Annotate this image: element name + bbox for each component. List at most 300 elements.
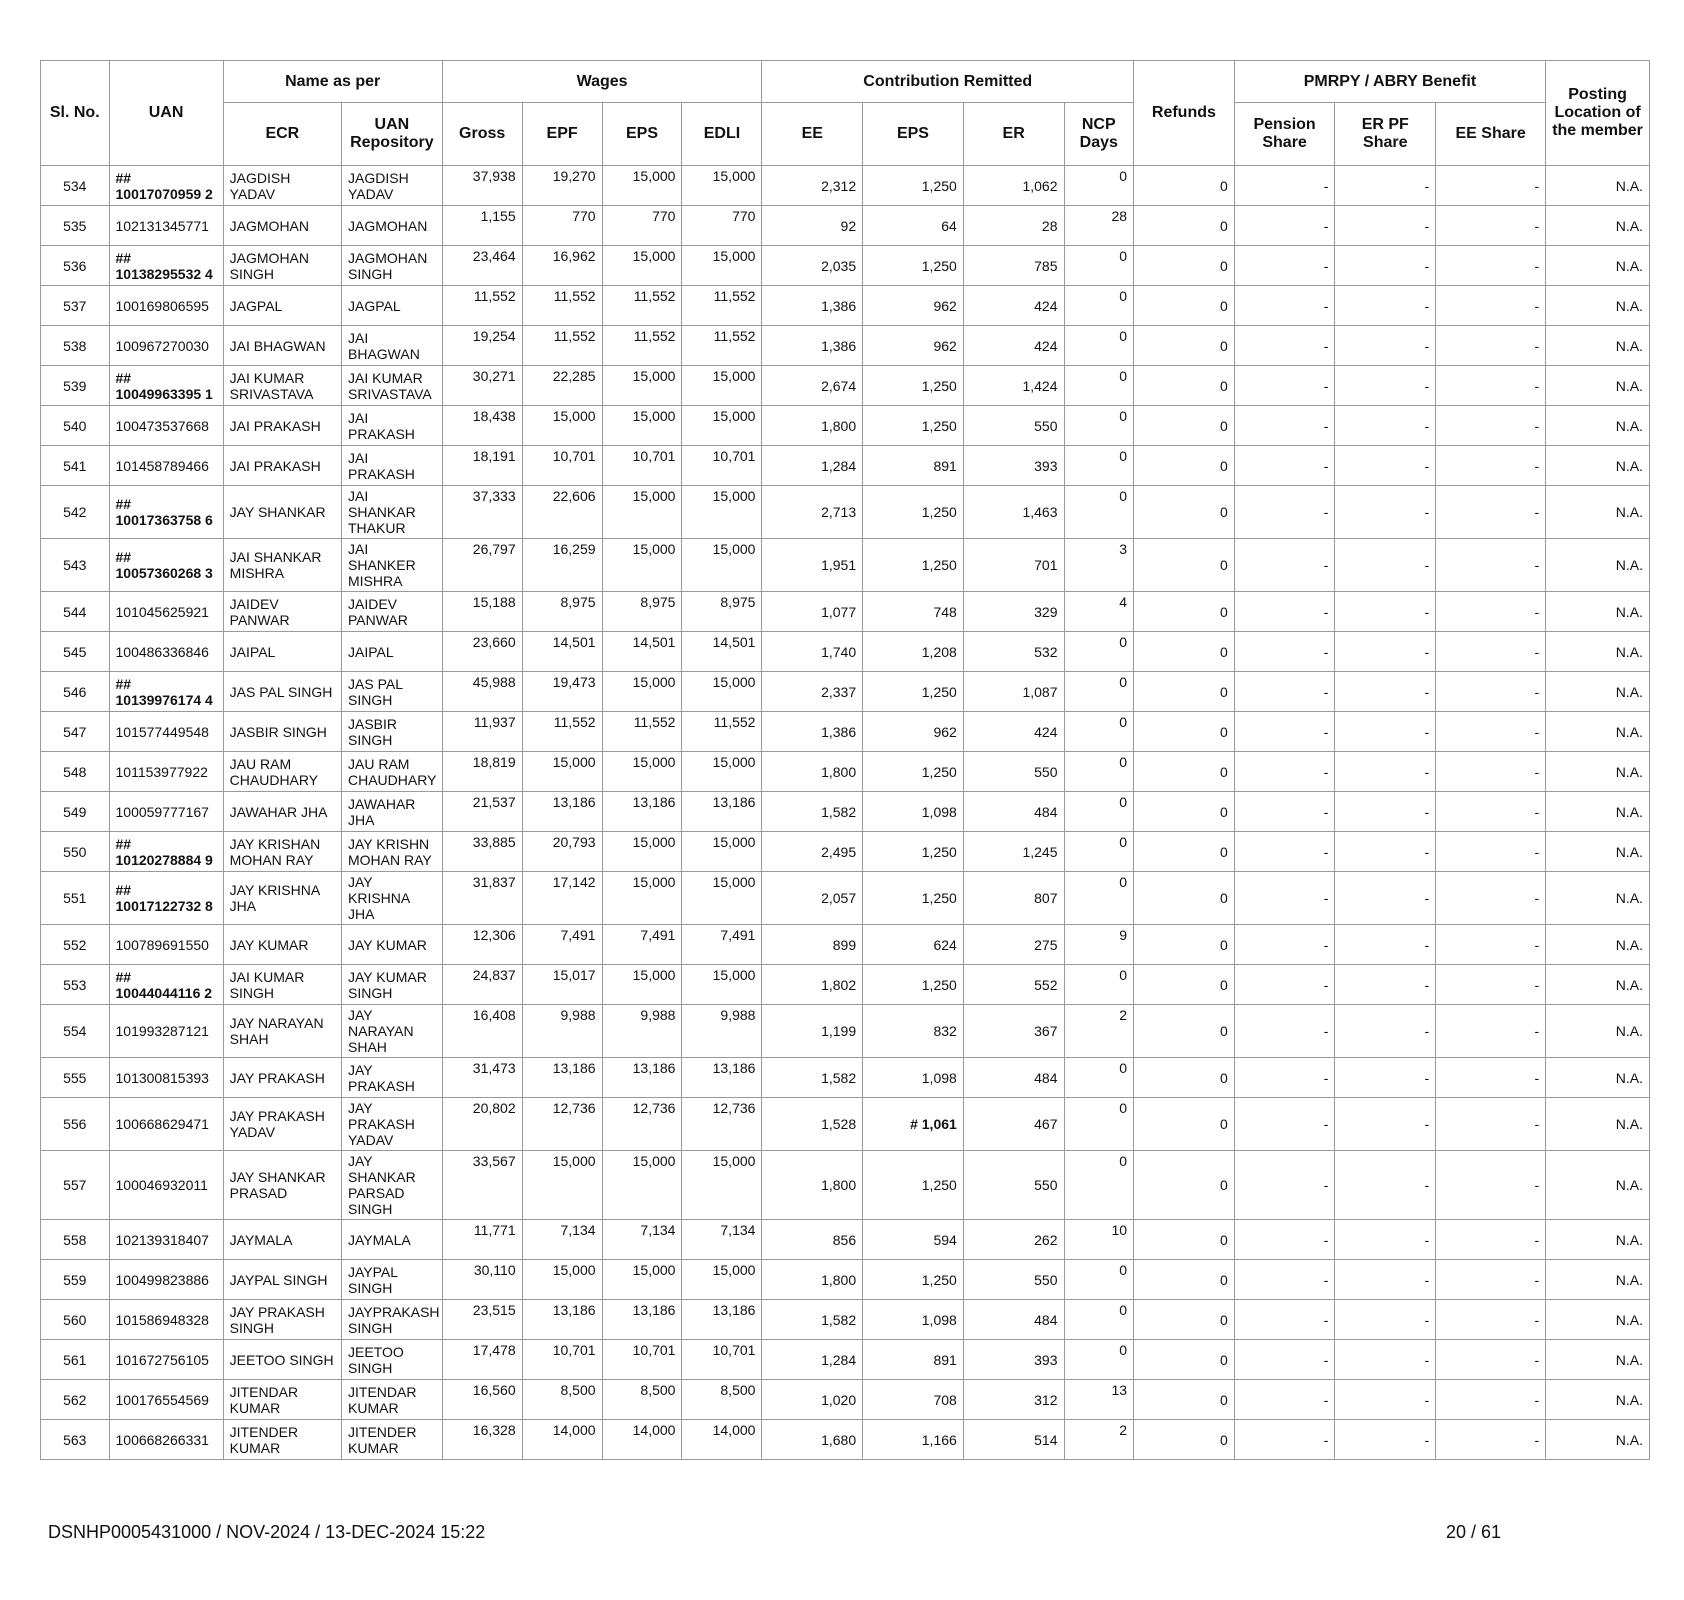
cell-posting-location: N.A. (1546, 366, 1650, 406)
cell-refunds: 0 (1134, 592, 1235, 632)
table-row (41, 1300, 1650, 1340)
cell-gross: 33,567 (442, 1151, 522, 1220)
col-posting-location: Posting Location of the member (1546, 61, 1650, 166)
cell-gross: 31,837 (442, 872, 522, 925)
cell-er: 484 (963, 792, 1064, 832)
cell-ncp-days: 2 (1064, 1005, 1134, 1058)
group-pmrpy-abry: PMRPY / ABRY Benefit (1234, 61, 1545, 103)
cell-wages-eps: 15,000 (602, 832, 682, 872)
cell-ee: 1,951 (762, 539, 863, 592)
cell-wages-eps: 15,000 (602, 539, 682, 592)
cell-wages-epf: 15,000 (522, 1151, 602, 1220)
cell-uan-repository-name: JAYPAL SINGH (342, 1260, 443, 1300)
cell-pension-share: - (1234, 925, 1335, 965)
cell-posting-location: N.A. (1546, 206, 1650, 246)
cell-sl-no: 556 (41, 1098, 110, 1151)
cell-gross: 23,660 (442, 632, 522, 672)
cell-pension-share: - (1234, 1260, 1335, 1300)
cell-uan: ## 10017122732 8 (109, 872, 223, 925)
cell-wages-epf: 11,552 (522, 286, 602, 326)
cell-uan-repository-name: JAGMOHAN SINGH (342, 246, 443, 286)
cell-uan-repository-name: JAI SHANKAR THAKUR (342, 486, 443, 539)
cell-contribution-eps: 891 (863, 1340, 964, 1380)
cell-refunds: 0 (1134, 872, 1235, 925)
cell-er: 393 (963, 446, 1064, 486)
cell-posting-location: N.A. (1546, 1058, 1650, 1098)
cell-edli: 13,186 (682, 1058, 762, 1098)
cell-ncp-days: 0 (1064, 672, 1134, 712)
cell-er-pf-share: - (1335, 592, 1436, 632)
table-row (41, 632, 1650, 672)
cell-contribution-eps: 1,098 (863, 1058, 964, 1098)
cell-ncp-days: 0 (1064, 632, 1134, 672)
cell-edli: 14,501 (682, 632, 762, 672)
cell-wages-epf: 15,000 (522, 1260, 602, 1300)
cell-uan: 100046932011 (109, 1151, 223, 1220)
cell-gross: 31,473 (442, 1058, 522, 1098)
cell-ee-share: - (1436, 872, 1546, 925)
cell-uan-repository-name: JAGDISH YADAV (342, 166, 443, 206)
col-pension-share: Pension Share (1234, 103, 1335, 166)
cell-er-pf-share: - (1335, 925, 1436, 965)
cell-wages-epf: 11,552 (522, 326, 602, 366)
cell-uan: 100176554569 (109, 1380, 223, 1420)
cell-edli: 15,000 (682, 872, 762, 925)
cell-er: 550 (963, 406, 1064, 446)
cell-refunds: 0 (1134, 1260, 1235, 1300)
cell-contribution-eps: 1,250 (863, 166, 964, 206)
cell-contribution-eps: 748 (863, 592, 964, 632)
cell-sl-no: 561 (41, 1340, 110, 1380)
cell-contribution-eps: 64 (863, 206, 964, 246)
cell-ecr-name: JAGMOHAN SINGH (223, 246, 341, 286)
cell-ee: 2,035 (762, 246, 863, 286)
cell-uan-repository-name: JAIDEV PANWAR (342, 592, 443, 632)
cell-ecr-name: JAY SHANKAR PRASAD (223, 1151, 341, 1220)
cell-refunds: 0 (1134, 965, 1235, 1005)
cell-ecr-name: JAI KUMAR SINGH (223, 965, 341, 1005)
cell-pension-share: - (1234, 1151, 1335, 1220)
cell-ncp-days: 28 (1064, 206, 1134, 246)
cell-refunds: 0 (1134, 446, 1235, 486)
cell-posting-location: N.A. (1546, 246, 1650, 286)
cell-ncp-days: 0 (1064, 832, 1134, 872)
cell-er-pf-share: - (1335, 1380, 1436, 1420)
cell-wages-eps: 8,975 (602, 592, 682, 632)
cell-edli: 15,000 (682, 166, 762, 206)
cell-uan-repository-name: JAGPAL (342, 286, 443, 326)
cell-ecr-name: JAWAHAR JHA (223, 792, 341, 832)
cell-contribution-eps: 1,250 (863, 752, 964, 792)
cell-posting-location: N.A. (1546, 486, 1650, 539)
cell-posting-location: N.A. (1546, 286, 1650, 326)
cell-edli: 15,000 (682, 366, 762, 406)
cell-ncp-days: 0 (1064, 1260, 1134, 1300)
cell-gross: 1,155 (442, 206, 522, 246)
cell-posting-location: N.A. (1546, 592, 1650, 632)
cell-contribution-eps: 1,250 (863, 246, 964, 286)
cell-refunds: 0 (1134, 632, 1235, 672)
cell-posting-location: N.A. (1546, 672, 1650, 712)
cell-pension-share: - (1234, 1300, 1335, 1340)
cell-edli: 13,186 (682, 792, 762, 832)
cell-ee: 2,057 (762, 872, 863, 925)
cell-ecr-name: JAY NARAYAN SHAH (223, 1005, 341, 1058)
cell-uan-repository-name: JAY KRISHNA JHA (342, 872, 443, 925)
cell-contribution-eps: 891 (863, 446, 964, 486)
cell-er-pf-share: - (1335, 792, 1436, 832)
cell-posting-location: N.A. (1546, 1151, 1650, 1220)
cell-wages-eps: 7,491 (602, 925, 682, 965)
cell-pension-share: - (1234, 965, 1335, 1005)
cell-er: 329 (963, 592, 1064, 632)
cell-uan: 100967270030 (109, 326, 223, 366)
cell-posting-location: N.A. (1546, 872, 1650, 925)
cell-contribution-eps: 962 (863, 326, 964, 366)
cell-ee-share: - (1436, 1340, 1546, 1380)
cell-contribution-eps: 1,250 (863, 832, 964, 872)
cell-uan-repository-name: JAGMOHAN (342, 206, 443, 246)
cell-er-pf-share: - (1335, 752, 1436, 792)
table-row (41, 672, 1650, 712)
cell-ee-share: - (1436, 632, 1546, 672)
cell-er-pf-share: - (1335, 286, 1436, 326)
cell-er-pf-share: - (1335, 326, 1436, 366)
cell-er: 367 (963, 1005, 1064, 1058)
cell-er: 1,463 (963, 486, 1064, 539)
cell-posting-location: N.A. (1546, 632, 1650, 672)
cell-refunds: 0 (1134, 486, 1235, 539)
cell-ee: 92 (762, 206, 863, 246)
cell-er-pf-share: - (1335, 446, 1436, 486)
cell-uan-repository-name: JAU RAM CHAUDHARY (342, 752, 443, 792)
cell-uan-repository-name: JAY NARAYAN SHAH (342, 1005, 443, 1058)
cell-ncp-days: 0 (1064, 486, 1134, 539)
cell-ee-share: - (1436, 366, 1546, 406)
cell-refunds: 0 (1134, 1220, 1235, 1260)
cell-ee: 899 (762, 925, 863, 965)
cell-wages-epf: 7,491 (522, 925, 602, 965)
cell-ncp-days: 0 (1064, 1340, 1134, 1380)
cell-er: 312 (963, 1380, 1064, 1420)
col-refunds: Refunds (1134, 61, 1235, 166)
cell-uan: ## 10139976174 4 (109, 672, 223, 712)
cell-er: 28 (963, 206, 1064, 246)
cell-posting-location: N.A. (1546, 1300, 1650, 1340)
cell-uan: 100486336846 (109, 632, 223, 672)
cell-wages-epf: 10,701 (522, 1340, 602, 1380)
cell-ncp-days: 0 (1064, 246, 1134, 286)
cell-er-pf-share: - (1335, 1058, 1436, 1098)
table-row (41, 166, 1650, 206)
cell-contribution-eps: 1,208 (863, 632, 964, 672)
cell-wages-epf: 19,473 (522, 672, 602, 712)
cell-wages-epf: 14,000 (522, 1420, 602, 1460)
cell-ncp-days: 0 (1064, 752, 1134, 792)
cell-edli: 9,988 (682, 1005, 762, 1058)
cell-ee-share: - (1436, 1151, 1546, 1220)
cell-ecr-name: JAI SHANKAR MISHRA (223, 539, 341, 592)
cell-ecr-name: JAY PRAKASH (223, 1058, 341, 1098)
cell-uan: ## 10057360268 3 (109, 539, 223, 592)
cell-ecr-name: JAY KRISHAN MOHAN RAY (223, 832, 341, 872)
cell-sl-no: 537 (41, 286, 110, 326)
cell-posting-location: N.A. (1546, 539, 1650, 592)
cell-ecr-name: JASBIR SINGH (223, 712, 341, 752)
cell-ee-share: - (1436, 752, 1546, 792)
cell-wages-eps: 15,000 (602, 486, 682, 539)
cell-uan: 100499823886 (109, 1260, 223, 1300)
cell-posting-location: N.A. (1546, 1260, 1650, 1300)
cell-ee-share: - (1436, 832, 1546, 872)
cell-sl-no: 534 (41, 166, 110, 206)
cell-pension-share: - (1234, 246, 1335, 286)
cell-refunds: 0 (1134, 246, 1235, 286)
cell-contribution-eps: 1,250 (863, 1260, 964, 1300)
cell-edli: 7,491 (682, 925, 762, 965)
cell-contribution-eps: 962 (863, 712, 964, 752)
cell-ncp-days: 0 (1064, 792, 1134, 832)
cell-wages-epf: 7,134 (522, 1220, 602, 1260)
group-contribution-remitted: Contribution Remitted (762, 61, 1134, 103)
cell-ee-share: - (1436, 166, 1546, 206)
cell-sl-no: 563 (41, 1420, 110, 1460)
cell-ee: 1,199 (762, 1005, 863, 1058)
cell-refunds: 0 (1134, 1151, 1235, 1220)
col-er: ER (963, 103, 1064, 166)
cell-pension-share: - (1234, 872, 1335, 925)
cell-ee: 1,386 (762, 286, 863, 326)
cell-uan-repository-name: JAI KUMAR SRIVASTAVA (342, 366, 443, 406)
cell-edli: 15,000 (682, 965, 762, 1005)
table-row (41, 246, 1650, 286)
table-row (41, 1058, 1650, 1098)
cell-ee: 1,582 (762, 1058, 863, 1098)
cell-sl-no: 541 (41, 446, 110, 486)
table-row (41, 486, 1650, 539)
cell-er-pf-share: - (1335, 1420, 1436, 1460)
cell-wages-eps: 11,552 (602, 712, 682, 752)
cell-ee-share: - (1436, 925, 1546, 965)
table-row (41, 712, 1650, 752)
table-row (41, 1260, 1650, 1300)
cell-er-pf-share: - (1335, 1260, 1436, 1300)
cell-sl-no: 547 (41, 712, 110, 752)
cell-pension-share: - (1234, 832, 1335, 872)
footer-document-reference: DSNHP0005431000 / NOV-2024 / 13-DEC-2024 15:22 (48, 1522, 486, 1542)
cell-uan: 101153977922 (109, 752, 223, 792)
cell-ecr-name: JAY SHANKAR (223, 486, 341, 539)
cell-wages-eps: 770 (602, 206, 682, 246)
cell-edli: 8,975 (682, 592, 762, 632)
cell-pension-share: - (1234, 286, 1335, 326)
cell-ee-share: - (1436, 1098, 1546, 1151)
cell-posting-location: N.A. (1546, 1220, 1650, 1260)
cell-ecr-name: JAS PAL SINGH (223, 672, 341, 712)
cell-ecr-name: JAYMALA (223, 1220, 341, 1260)
cell-refunds: 0 (1134, 1058, 1235, 1098)
cell-sl-no: 535 (41, 206, 110, 246)
cell-uan: ## 10044044116 2 (109, 965, 223, 1005)
cell-ee: 856 (762, 1220, 863, 1260)
cell-pension-share: - (1234, 1005, 1335, 1058)
cell-ee-share: - (1436, 592, 1546, 632)
cell-uan: 101993287121 (109, 1005, 223, 1058)
cell-ee: 2,713 (762, 486, 863, 539)
cell-gross: 21,537 (442, 792, 522, 832)
cell-ncp-days: 3 (1064, 539, 1134, 592)
cell-posting-location: N.A. (1546, 1420, 1650, 1460)
cell-uan: 100668629471 (109, 1098, 223, 1151)
cell-wages-epf: 17,142 (522, 872, 602, 925)
col-contribution-eps: EPS (863, 103, 964, 166)
cell-edli: 15,000 (682, 539, 762, 592)
cell-ee: 1,386 (762, 326, 863, 366)
cell-ecr-name: JAI KUMAR SRIVASTAVA (223, 366, 341, 406)
cell-gross: 23,515 (442, 1300, 522, 1340)
cell-wages-epf: 9,988 (522, 1005, 602, 1058)
cell-pension-share: - (1234, 1220, 1335, 1260)
col-ee-share: EE Share (1436, 103, 1546, 166)
cell-wages-eps: 7,134 (602, 1220, 682, 1260)
cell-ncp-days: 10 (1064, 1220, 1134, 1260)
cell-ee-share: - (1436, 1260, 1546, 1300)
cell-ee-share: - (1436, 1420, 1546, 1460)
cell-ncp-days: 13 (1064, 1380, 1134, 1420)
col-sl-no: Sl. No. (41, 61, 110, 166)
cell-edli: 7,134 (682, 1220, 762, 1260)
cell-ecr-name: JAY PRAKASH SINGH (223, 1300, 341, 1340)
cell-contribution-eps: 1,250 (863, 965, 964, 1005)
cell-ee-share: - (1436, 1005, 1546, 1058)
cell-uan: 101458789466 (109, 446, 223, 486)
cell-edli: 14,000 (682, 1420, 762, 1460)
cell-er: 262 (963, 1220, 1064, 1260)
cell-wages-epf: 15,017 (522, 965, 602, 1005)
cell-contribution-eps: 962 (863, 286, 964, 326)
cell-wages-eps: 13,186 (602, 792, 682, 832)
cell-contribution-eps: 832 (863, 1005, 964, 1058)
cell-uan: 100473537668 (109, 406, 223, 446)
cell-pension-share: - (1234, 539, 1335, 592)
cell-er-pf-share: - (1335, 1005, 1436, 1058)
cell-sl-no: 555 (41, 1058, 110, 1098)
table-row (41, 1151, 1650, 1220)
cell-er-pf-share: - (1335, 486, 1436, 539)
cell-sl-no: 539 (41, 366, 110, 406)
cell-ncp-days: 0 (1064, 1151, 1134, 1220)
cell-wages-eps: 13,186 (602, 1300, 682, 1340)
cell-gross: 30,271 (442, 366, 522, 406)
cell-sl-no: 562 (41, 1380, 110, 1420)
cell-sl-no: 542 (41, 486, 110, 539)
cell-pension-share: - (1234, 206, 1335, 246)
cell-sl-no: 554 (41, 1005, 110, 1058)
cell-er: 424 (963, 712, 1064, 752)
cell-sl-no: 540 (41, 406, 110, 446)
cell-pension-share: - (1234, 1058, 1335, 1098)
cell-sl-no: 545 (41, 632, 110, 672)
cell-er: 550 (963, 1151, 1064, 1220)
cell-gross: 11,937 (442, 712, 522, 752)
cell-edli: 11,552 (682, 326, 762, 366)
cell-ee-share: - (1436, 1220, 1546, 1260)
cell-contribution-eps: 594 (863, 1220, 964, 1260)
cell-edli: 12,736 (682, 1098, 762, 1151)
cell-wages-eps: 14,501 (602, 632, 682, 672)
cell-uan: 101300815393 (109, 1058, 223, 1098)
cell-ecr-name: JEETOO SINGH (223, 1340, 341, 1380)
cell-gross: 23,464 (442, 246, 522, 286)
cell-gross: 18,819 (442, 752, 522, 792)
cell-refunds: 0 (1134, 406, 1235, 446)
cell-sl-no: 553 (41, 965, 110, 1005)
cell-uan-repository-name: JAY KUMAR (342, 925, 443, 965)
cell-gross: 30,110 (442, 1260, 522, 1300)
cell-wages-eps: 10,701 (602, 446, 682, 486)
cell-contribution-eps: 1,250 (863, 406, 964, 446)
cell-refunds: 0 (1134, 832, 1235, 872)
table-row (41, 832, 1650, 872)
cell-er-pf-share: - (1335, 632, 1436, 672)
cell-ee-share: - (1436, 326, 1546, 366)
cell-sl-no: 546 (41, 672, 110, 712)
cell-uan: ## 10049963395 1 (109, 366, 223, 406)
table-row (41, 326, 1650, 366)
col-edli: EDLI (682, 103, 762, 166)
cell-er-pf-share: - (1335, 246, 1436, 286)
cell-uan: 102131345771 (109, 206, 223, 246)
cell-edli: 15,000 (682, 1151, 762, 1220)
cell-gross: 11,552 (442, 286, 522, 326)
col-gross: Gross (442, 103, 522, 166)
cell-gross: 18,438 (442, 406, 522, 446)
table-row (41, 406, 1650, 446)
cell-er-pf-share: - (1335, 965, 1436, 1005)
cell-er: 1,087 (963, 672, 1064, 712)
table-header (41, 61, 1650, 166)
cell-edli: 10,701 (682, 1340, 762, 1380)
cell-ee: 1,284 (762, 1340, 863, 1380)
cell-wages-epf: 13,186 (522, 1058, 602, 1098)
cell-uan-repository-name: JAY PRAKASH YADAV (342, 1098, 443, 1151)
cell-refunds: 0 (1134, 206, 1235, 246)
cell-ee: 1,740 (762, 632, 863, 672)
cell-posting-location: N.A. (1546, 965, 1650, 1005)
cell-uan: 100169806595 (109, 286, 223, 326)
cell-sl-no: 558 (41, 1220, 110, 1260)
cell-ee: 1,077 (762, 592, 863, 632)
footer-page-number: 20 / 61 (1446, 1522, 1502, 1542)
col-wages-epf: EPF (522, 103, 602, 166)
cell-er: 550 (963, 1260, 1064, 1300)
cell-sl-no: 543 (41, 539, 110, 592)
cell-refunds: 0 (1134, 326, 1235, 366)
cell-refunds: 0 (1134, 1005, 1235, 1058)
col-uan-repository: UAN Repository (342, 103, 443, 166)
cell-ncp-days: 0 (1064, 406, 1134, 446)
cell-er-pf-share: - (1335, 672, 1436, 712)
cell-uan-repository-name: JAWAHAR JHA (342, 792, 443, 832)
cell-ee: 1,582 (762, 1300, 863, 1340)
cell-contribution-eps: 1,250 (863, 672, 964, 712)
cell-er-pf-share: - (1335, 406, 1436, 446)
cell-pension-share: - (1234, 1380, 1335, 1420)
cell-sl-no: 552 (41, 925, 110, 965)
table-row (41, 286, 1650, 326)
cell-ee-share: - (1436, 712, 1546, 752)
cell-gross: 26,797 (442, 539, 522, 592)
